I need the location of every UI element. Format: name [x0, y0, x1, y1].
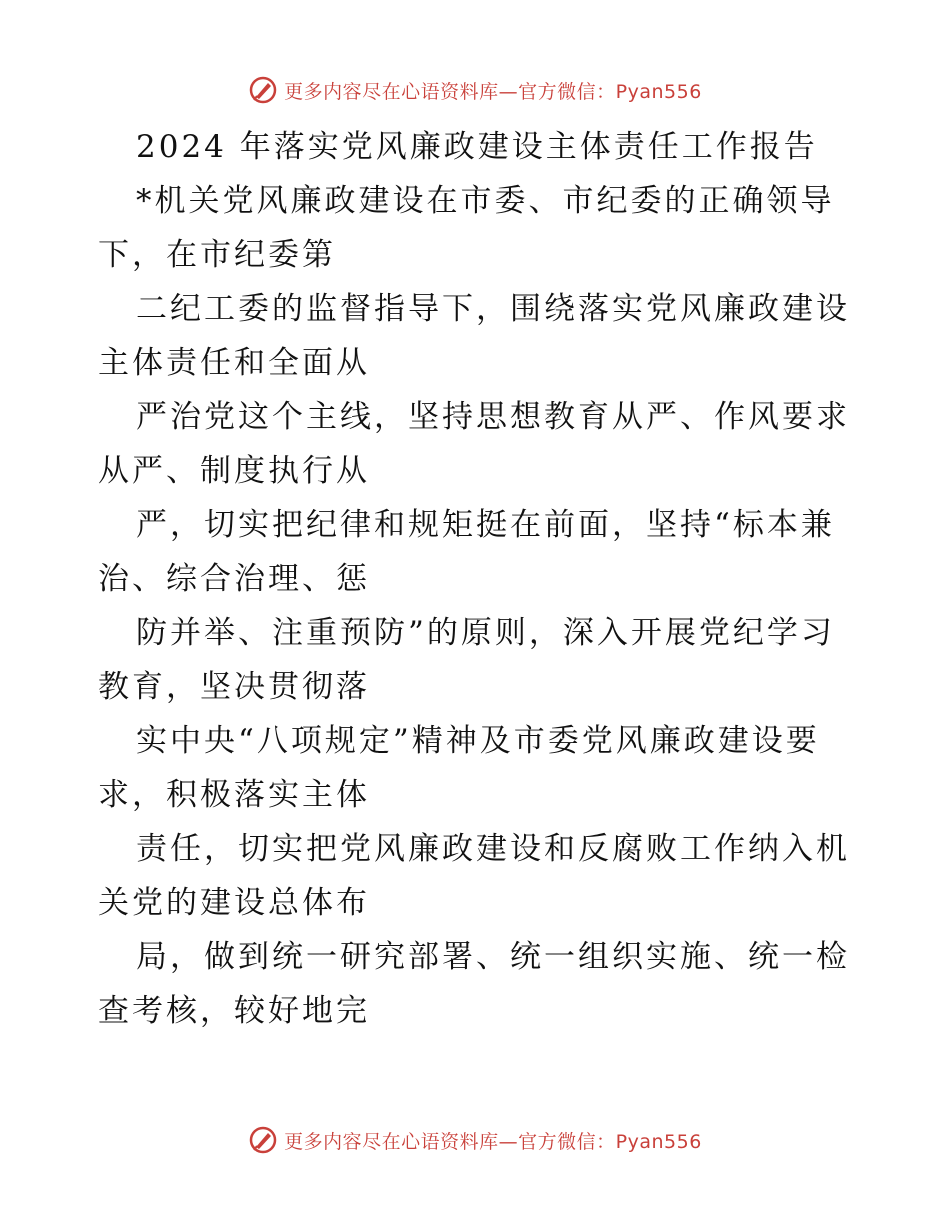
text-line: 防并举、注重预防”的原则，深入开展党纪学习	[136, 615, 835, 651]
header-watermark	[0, 70, 950, 110]
text-line: 下，在市纪委第	[98, 237, 336, 273]
header-watermark-text: 更多内容尽在心语资料库—官方微信：Pyan556	[284, 80, 702, 103]
text-line: 治、综合治理、惩	[98, 561, 370, 597]
text-line: 责任，切实把党风廉政建设和反腐败工作纳入机	[136, 831, 850, 867]
text-line: 从严、制度执行从	[98, 453, 370, 489]
quill-logo-icon	[248, 75, 278, 105]
footer-watermark-text: 更多内容尽在心语资料库—官方微信：Pyan556	[284, 1130, 702, 1153]
text-line: 2024 年落实党风廉政建设主体责任工作报告	[136, 129, 818, 165]
text-line: *机关党风廉政建设在市委、市纪委的正确领导	[136, 183, 835, 219]
text-line: 教育，坚决贯彻落	[98, 669, 370, 705]
text-line: 严治党这个主线，坚持思想教育从严、作风要求	[136, 399, 850, 435]
text-line: 实中央“八项规定”精神及市委党风廉政建设要	[136, 723, 820, 759]
quill-logo-icon	[248, 1125, 278, 1155]
footer-watermark	[0, 1120, 950, 1160]
text-line: 求，积极落实主体	[98, 777, 370, 813]
text-line: 关党的建设总体布	[98, 885, 370, 921]
text-line: 局，做到统一研究部署、统一组织实施、统一检	[136, 939, 850, 975]
text-line: 严，切实把纪律和规矩挺在前面，坚持“标本兼	[136, 507, 835, 543]
text-line: 主体责任和全面从	[98, 345, 370, 381]
document-body	[98, 120, 858, 1038]
text-line: 查考核，较好地完	[98, 993, 370, 1029]
text-line: 二纪工委的监督指导下，围绕落实党风廉政建设	[136, 291, 850, 327]
